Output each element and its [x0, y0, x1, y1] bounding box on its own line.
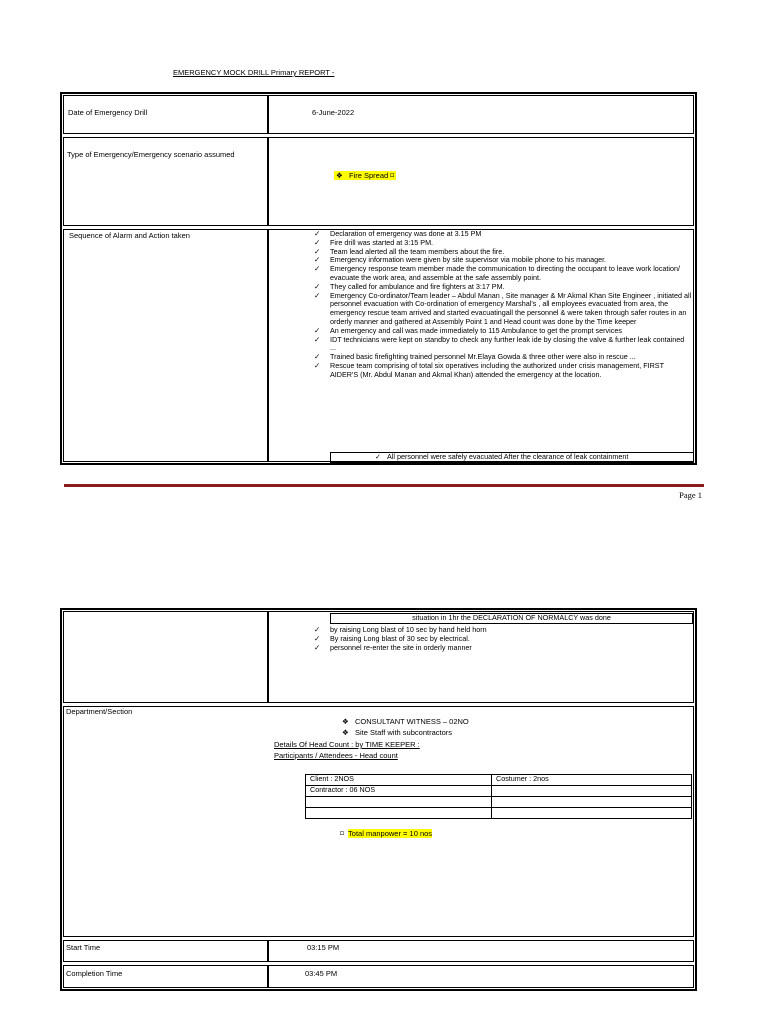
- total-manpower: [340, 829, 432, 838]
- table-cell: [306, 797, 492, 808]
- site-staff-bullet: ❖ Site Staff with subcontractors: [342, 728, 452, 737]
- checkmark-icon: ✓: [314, 290, 321, 300]
- checkmark-icon: ✓: [314, 246, 321, 256]
- page-number: Page 1: [679, 490, 702, 500]
- checkmark-icon: ✓: [314, 264, 321, 274]
- table-row: [306, 808, 692, 819]
- list-item: ✓ personnel re-enter the site in orderly manner: [314, 642, 472, 652]
- checkmark-icon: ✓: [314, 625, 321, 634]
- type-label: Type of Emergency/Emergency scenario assumed: [67, 150, 235, 159]
- date-label: Date of Emergency Drill: [68, 108, 148, 117]
- table-row: [306, 797, 692, 808]
- boxed-item: [330, 452, 694, 463]
- list-item: ✓ An emergency and call was made immediately to 115 Ambulance to get the prompt services: [314, 325, 622, 335]
- table-cell: Client : 2NOS: [306, 775, 492, 786]
- list-item: ✓ Emergency information were given by site supervisor via mobile phone to his manager.: [314, 255, 607, 265]
- completion-time-value: 03:45 PM: [305, 969, 338, 978]
- checkmark-icon: ✓: [314, 237, 321, 247]
- type-value-text: Fire Spread ⌑: [349, 171, 395, 180]
- table-cell: [492, 786, 692, 797]
- continued-label-cell: [63, 611, 268, 703]
- headcount-table: [305, 774, 692, 819]
- list-item: ✓ Fire drill was started at 3:15 PM.: [314, 237, 434, 247]
- list-item: ✓ Trained basic firefighting trained personnel Mr.Elaya Gowda & three other were also in rescue ...: [314, 352, 636, 362]
- consultant-bullet: ❖ CONSULTANT WITNESS – 02NO: [342, 717, 469, 726]
- checkmark-icon: ✓: [314, 642, 321, 652]
- checkmark-icon: ✓: [314, 255, 321, 265]
- checkmark-icon: ✓: [314, 229, 321, 238]
- checkmark-icon: ✓: [375, 452, 382, 461]
- start-time-label: Start Time: [66, 943, 101, 952]
- sequence-label-cell: [63, 229, 268, 462]
- box-marker-icon: ⌑: [340, 829, 344, 838]
- checkmark-icon: ✓: [314, 360, 321, 370]
- department-label: Department/Section: [66, 707, 133, 716]
- list-item: ✓ Emergency Co-ordinator/Team leader – Abdul Manan , Site manager & Mr Akmal Khan Site Engineer , initiated all personnel evacuation with Co-ordination of emergency Marshal's , all employees evacuated from area, the emergency rescue team arrived and started evacuatingall the personnel & were taken through safer routes in an orderly manner and gathered at Assembly Point 1 and Head count was done by the Time keeper: [314, 290, 692, 326]
- table-cell: Contractor : 06 NOS: [306, 786, 492, 797]
- table-cell: [492, 808, 692, 819]
- continued-list: [314, 626, 692, 652]
- diamond-bullet-icon: ❖: [342, 728, 349, 737]
- date-value: 6-June-2022: [312, 108, 355, 117]
- sequence-label: Sequence of Alarm and Action taken: [69, 231, 190, 240]
- page-break-rule: [64, 484, 704, 487]
- checkmark-icon: ✓: [314, 325, 321, 335]
- list-item: ✓ Rescue team comprising of total six operatives including the authorized under crisis management, FIRST AIDER'S (Mr. Abdul Manan and Akmal Khan) attended the emergency at the location.: [314, 360, 664, 379]
- participants-heading: Participants / Attendees - Head count: [274, 751, 398, 760]
- list-item: ✓ They called for ambulance and fire fighters at 3:17 PM.: [314, 281, 505, 291]
- table-row: [306, 786, 692, 797]
- table-row: [306, 775, 692, 786]
- list-item: ✓ Declaration of emergency was done at 3.15 PM: [314, 229, 482, 238]
- list-item: ✓ Team lead alerted all the team members about the fire.: [314, 246, 505, 256]
- checkmark-icon: ✓: [314, 281, 321, 291]
- table-cell: [492, 797, 692, 808]
- list-item: ✓ IDT technicians were kept on standby to check any further leak ide by closing the valve & further leak contained ...: [314, 334, 685, 353]
- table-cell: Costumer : 2nos: [492, 775, 692, 786]
- boxed-item-text: All personnel were safely evacuated After the clearance of leak containment: [387, 452, 629, 461]
- completion-time-label: Completion Time: [66, 969, 123, 978]
- checkmark-icon: ✓: [314, 352, 321, 362]
- diamond-bullet-icon: ❖: [336, 171, 343, 180]
- normalcy-box: situation in 1hr the DECLARATION OF NORMALCY was done: [330, 613, 693, 624]
- total-manpower-text: Total manpower = 10 nos: [348, 829, 433, 838]
- checkmark-icon: ✓: [314, 633, 321, 643]
- report-title: EMERGENCY MOCK DRILL Primary REPORT -: [173, 68, 335, 77]
- table-cell: [306, 808, 492, 819]
- checkmark-icon: ✓: [314, 334, 321, 344]
- diamond-bullet-icon: ❖: [342, 717, 349, 726]
- sequence-list: [314, 230, 692, 380]
- list-item: ✓ By raising Long blast of 30 sec by electrical.: [314, 633, 470, 643]
- type-value: [334, 171, 396, 180]
- type-value-cell: [268, 137, 694, 226]
- start-time-value: 03:15 PM: [307, 943, 340, 952]
- headcount-heading: Details Of Head Count : by TIME KEEPER :: [274, 740, 420, 749]
- list-item: ✓ Emergency response team member made the communication to directing the occupant to leave work location/ evacuate the work area, and assemble at the safe assembly point.: [314, 264, 680, 282]
- list-item: ✓ by raising Long blast of 10 sec by hand held horn: [314, 625, 487, 634]
